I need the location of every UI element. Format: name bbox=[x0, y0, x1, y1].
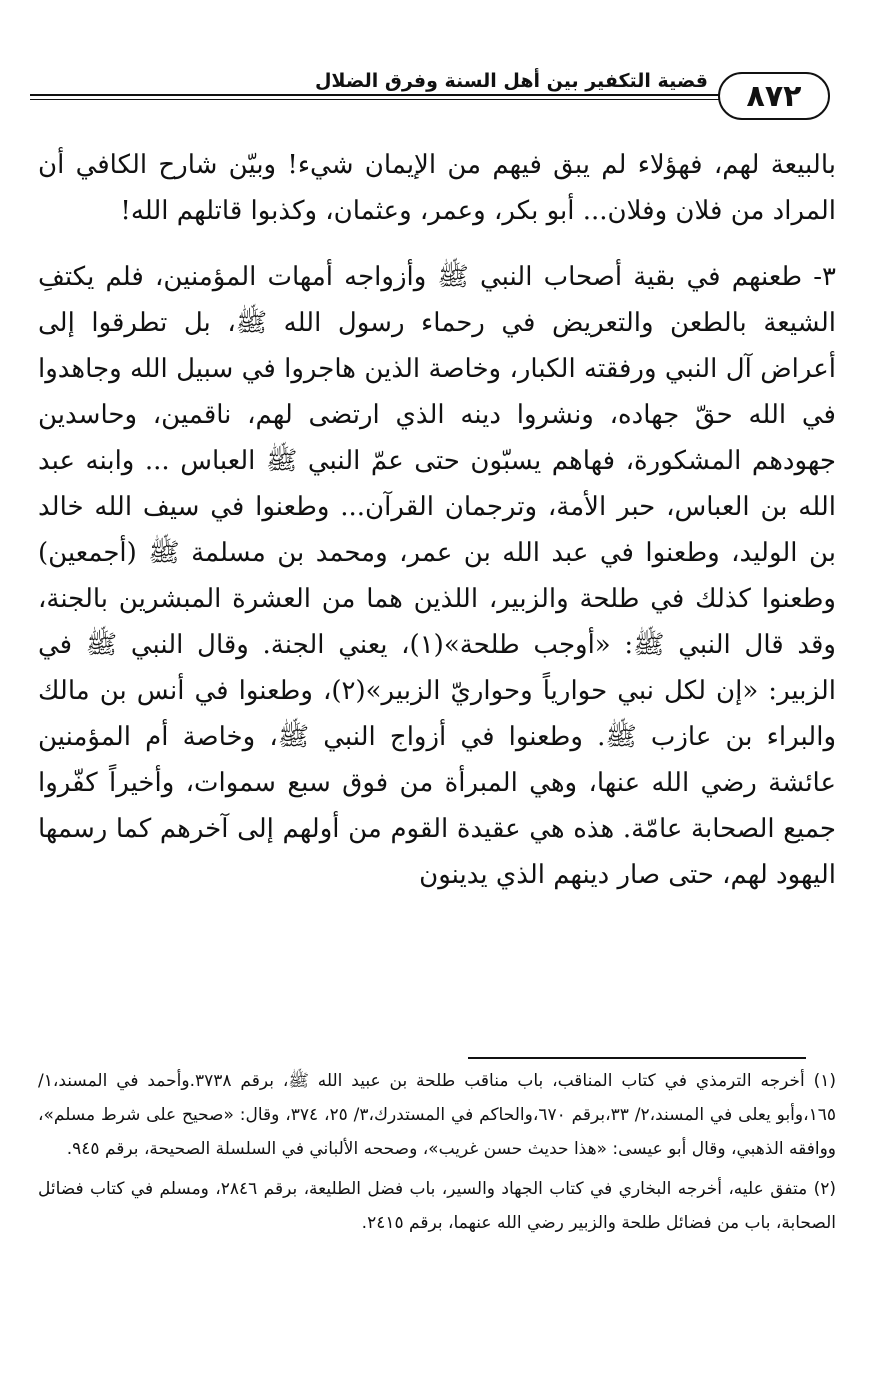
footnote-separator bbox=[468, 1057, 806, 1059]
header-rule bbox=[30, 94, 724, 96]
page-number: ٨٧٢ bbox=[718, 72, 830, 120]
paragraph-1: بالبيعة لهم، فهؤلاء لم يبق فيهم من الإيمان شيء! وبيّن شارح الكافي أن المراد من فلان وفلان... أبو بكر، وعمر، وعثمان، وكذبوا قاتلهم الله! bbox=[38, 150, 836, 226]
running-title: قضية التكفير بين أهل السنة وفرق الضلال bbox=[314, 70, 708, 92]
footnote-1: (١) أخرجه الترمذي في كتاب المناقب، باب مناقب طلحة بن عبيد الله ﷺ، برقم ٣٧٣٨.وأحمد في المسند،١/ ١٦٥،وأبو يعلى في المسند،٢/ ٣٣،برقم ٦٧٠،والحاكم في المستدرك،٣/ ٢٥، ٣٧٤، وقال: «صحيح على شرط مسلم»، ووافقه الذهبي، وقال أبو عيسى: «هذا حديث حسن غريب»، وصححه الألباني في السلسلة الصحيحة، برقم ٩٤٥. bbox=[38, 1071, 837, 1159]
page-header bbox=[30, 70, 830, 130]
main-text bbox=[38, 142, 836, 898]
footnote-2: (٢) متفق عليه، أخرجه البخاري في كتاب الجهاد والسير، باب فضل الطليعة، برقم ٢٨٤٦، ومسلم في كتاب فضائل الصحابة، باب من فضائل طلحة والزبير رضي الله عنهما، برقم ٢٤١٥. bbox=[38, 1179, 836, 1233]
paragraph-gap bbox=[38, 234, 836, 254]
paragraph-2: ٣- طعنهم في بقية أصحاب النبي ﷺ وأزواجه أمهات المؤمنين، فلم يكتفِ الشيعة بالطعن والتعريض في رحماء رسول الله ﷺ، بل تطرقوا إلى أعراض آل النبي ورفقته الكبار، وخاصة الذين هاجروا في سبيل الله وجاهدوا في الله حقّ جهاده، ونشروا دينه الذي ارتضى لهم، ناقمين، وحاسدين جهودهم المشكورة، فهاهم يسبّون حتى عمّ النبي ﷺ العباس ... وابنه عبد الله بن العباس، حبر الأمة، وترجمان القرآن... وطعنوا في سيف الله خالد بن الوليد، وطعنوا في عبد الله بن عمر، ومحمد بن مسلمة ﷺ (أجمعين) وطعنوا كذلك في طلحة والزبير، اللذين هما من العشرة المبشرين بالجنة، وقد قال النبي ﷺ: «أوجب طلحة»(١)، يعني الجنة. وقال النبي ﷺ في الزبير: «إن لكل نبي حوارياً وحواريّ الزبير»(٢)، وطعنوا في أنس بن مالك والبراء بن عازب ﷺ. وطعنوا في أزواج النبي ﷺ، وخاصة أم المؤمنين عائشة رضي الله عنها، وهي المبرأة من فوق سبع سموات، وأخيراً كفّروا جميع الصحابة عامّة. هذه هي عقيدة القوم من أولهم إلى آخرهم كما رسمها اليهود لهم، حتى صار دينهم الذي يدينون bbox=[38, 262, 836, 890]
header-rule-thin bbox=[30, 99, 728, 100]
footnotes bbox=[38, 1064, 836, 1246]
